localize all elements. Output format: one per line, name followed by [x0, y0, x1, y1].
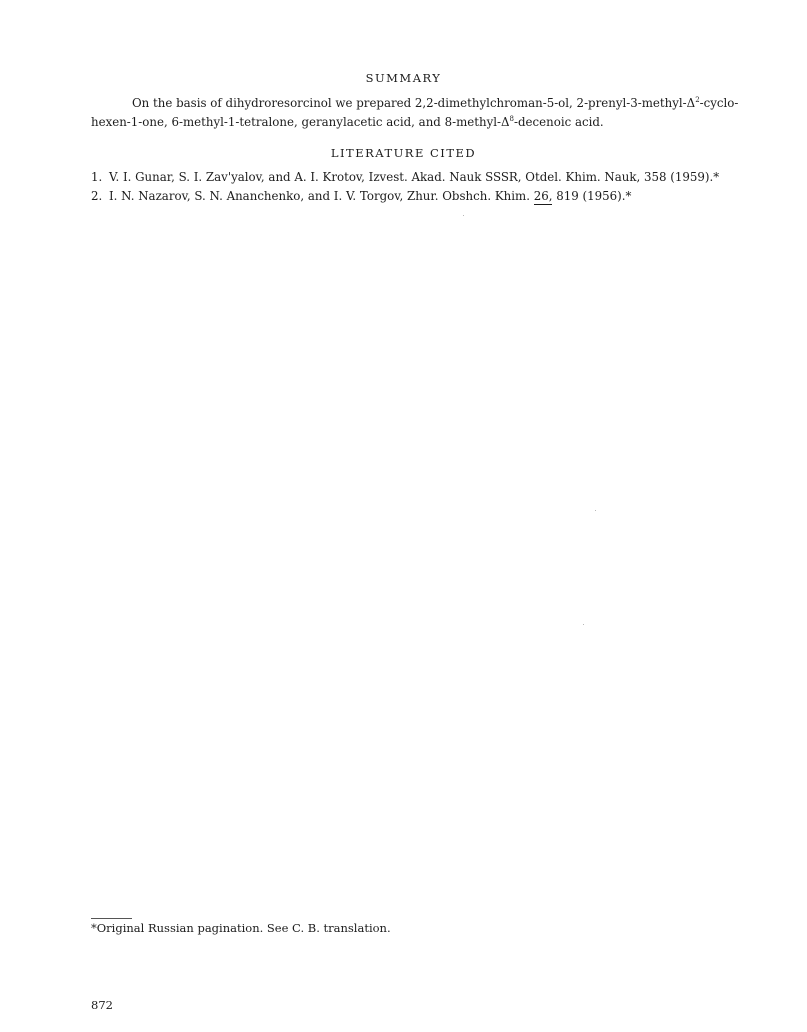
reference-item — [91, 189, 731, 208]
summary-heading: SUMMARY — [365, 71, 442, 85]
summary-paragraph — [91, 94, 739, 132]
literature-heading: LITERATURE CITED — [330, 146, 477, 160]
summary-line-1-text: On the basis of dihydroresorcinol we prepared 2,2-dimethylchroman-5-ol, 2-prenyl-3-methyl-Δ — [132, 96, 696, 110]
reference-volume: 26, — [533, 189, 553, 203]
summary-line-2-text: hexen-1-one, 6-methyl-1-tetralone, geranylacetic acid, and 8-methyl-Δ — [91, 115, 510, 129]
summary-line-1 — [91, 94, 739, 113]
reference-item — [91, 170, 731, 189]
page-number: 872 — [91, 998, 113, 1012]
scan-speck — [463, 215, 464, 216]
reference-text-start: I. N. Nazarov, S. N. Ananchenko, and I. V. Torgov, Zhur. Obshch. Khim. — [109, 189, 534, 203]
reference-list — [91, 170, 731, 208]
footnote: *Original Russian pagination. See C. B. translation. — [91, 921, 391, 935]
scan-speck — [583, 624, 584, 625]
summary-line-2-superscript: 8 — [509, 115, 515, 124]
summary-line-1-end: -cyclo- — [699, 96, 739, 110]
reference-text: V. I. Gunar, S. I. Zav'yalov, and A. I. Krotov, Izvest. Akad. Nauk SSSR, Otdel. Khim. Nauk, 358 (1959).* — [109, 170, 720, 184]
reference-text-end: 819 (1956).* — [552, 189, 632, 203]
summary-line-2 — [91, 113, 723, 132]
reference-number: 1. — [91, 170, 103, 184]
reference-text — [109, 189, 631, 203]
summary-line-2-end: -decenoic acid. — [514, 115, 604, 129]
summary-line-1-superscript: 2 — [695, 96, 700, 105]
reference-number: 2. — [91, 189, 103, 203]
footnote-rule — [91, 918, 132, 919]
scan-speck — [595, 510, 596, 511]
